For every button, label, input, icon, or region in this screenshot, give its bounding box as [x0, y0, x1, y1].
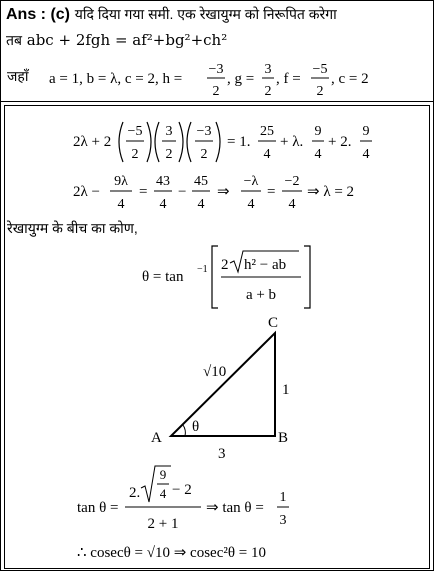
theta-num-radicand: h² − ab — [244, 257, 287, 273]
eq1-lhs: 2λ + 2 — [73, 134, 112, 150]
eq1-frac1-num: −5 — [127, 124, 143, 139]
eq2-d-den: 4 — [247, 197, 255, 212]
tan-denominator: 2 + 1 — [147, 516, 179, 532]
eq1-frac3-num: −3 — [196, 124, 212, 139]
eq2-lhs: 2λ − — [73, 184, 100, 200]
h-denominator: 2 — [212, 84, 220, 99]
vertex-a-label: A — [151, 430, 162, 446]
hypotenuse-label: √10 — [203, 364, 227, 380]
eq2-c-num: 45 — [194, 174, 208, 189]
f-numerator: −5 — [312, 62, 328, 77]
given-g-label: , g = — [227, 71, 255, 87]
eq2-d-num: −λ — [243, 174, 259, 189]
eq2-a-den: 4 — [117, 197, 125, 212]
eq1-plus-lambda: + λ. — [280, 134, 304, 150]
eq1-r2-num: 9 — [314, 124, 322, 139]
where-word: जहाँ — [7, 68, 29, 84]
theta-denominator: a + b — [245, 287, 277, 303]
angle-theta-label: θ — [192, 419, 200, 435]
tan-num-coef: 2. — [129, 485, 141, 501]
inverse-superscript: −1 — [197, 264, 208, 275]
eq2-equals-2: = — [267, 184, 276, 200]
eq1-r2-den: 4 — [314, 147, 322, 162]
given-c-label: , c = 2 — [331, 71, 369, 87]
tan-radicand-num: 9 — [159, 467, 167, 482]
eq2-e-num: −2 — [284, 174, 300, 189]
tan-result-num: 1 — [279, 490, 287, 505]
eq1-frac3-den: 2 — [200, 147, 208, 162]
side-ab-label: 3 — [218, 446, 226, 462]
given-values-math — [1, 1, 433, 101]
eq2-lambda-result: ⇒ λ = 2 — [307, 184, 355, 200]
theta-num-coef: 2 — [221, 257, 229, 273]
eq2-equals: = — [139, 184, 148, 200]
eq1-frac1-den: 2 — [131, 147, 139, 162]
eq2-c-den: 4 — [197, 197, 205, 212]
eq1-r3-den: 4 — [362, 147, 370, 162]
eq1-r1-den: 4 — [263, 147, 271, 162]
eq1-frac2-num: 3 — [165, 124, 173, 139]
eq2-implies-1: ⇒ — [217, 184, 230, 200]
eq1-r1-num: 25 — [260, 124, 274, 139]
right-triangle-diagram — [151, 315, 290, 462]
tan-implies: ⇒ tan θ = — [206, 500, 264, 516]
f-denominator: 2 — [316, 84, 324, 99]
vertex-b-label: B — [278, 430, 289, 446]
h-numerator: −3 — [208, 62, 224, 77]
eq2-b-num: 43 — [156, 174, 170, 189]
then-word: तब — [6, 32, 22, 48]
g-denominator: 2 — [264, 84, 272, 99]
condition-equation: abc + 2fgh = af²+bg²+ch² — [26, 31, 228, 49]
tan-lhs: tan θ = — [77, 500, 119, 516]
eq2-a-num: 9λ — [114, 174, 128, 189]
answer-header — [1, 1, 433, 102]
theta-lhs: θ = tan — [142, 269, 184, 285]
g-numerator: 3 — [264, 62, 272, 77]
solution-box — [4, 105, 430, 569]
eq1-plus-two: + 2. — [328, 134, 352, 150]
vertex-c-label: C — [268, 315, 279, 331]
tan-num-tail: − 2 — [172, 482, 192, 498]
eq2-minus: − — [178, 184, 187, 200]
side-bc-label: 1 — [282, 382, 290, 398]
condition-text: यदि दिया गया समी. एक रेखायुग्म को निरूपित करेगा — [74, 6, 337, 22]
eq1-frac2-den: 2 — [165, 147, 173, 162]
given-f-label: , f = — [276, 71, 301, 87]
tan-result-den: 3 — [279, 513, 287, 528]
cosec-result: ∴ cosecθ = √10 ⇒ cosec²θ = 10 — [77, 545, 267, 561]
answer-label: Ans : (c) — [6, 6, 70, 23]
given-a-b-c-h: a = 1, b = λ, c = 2, h = — [49, 71, 183, 87]
eq1-r3-num: 9 — [362, 124, 370, 139]
tan-radicand-den: 4 — [159, 486, 167, 501]
eq2-e-den: 4 — [288, 197, 296, 212]
eq1-equals-one: = 1. — [227, 134, 251, 150]
angle-between-lines-text: रेखायुग्म के बीच का कोण, — [7, 220, 138, 236]
solution-math — [5, 106, 429, 568]
eq2-b-den: 4 — [159, 197, 167, 212]
